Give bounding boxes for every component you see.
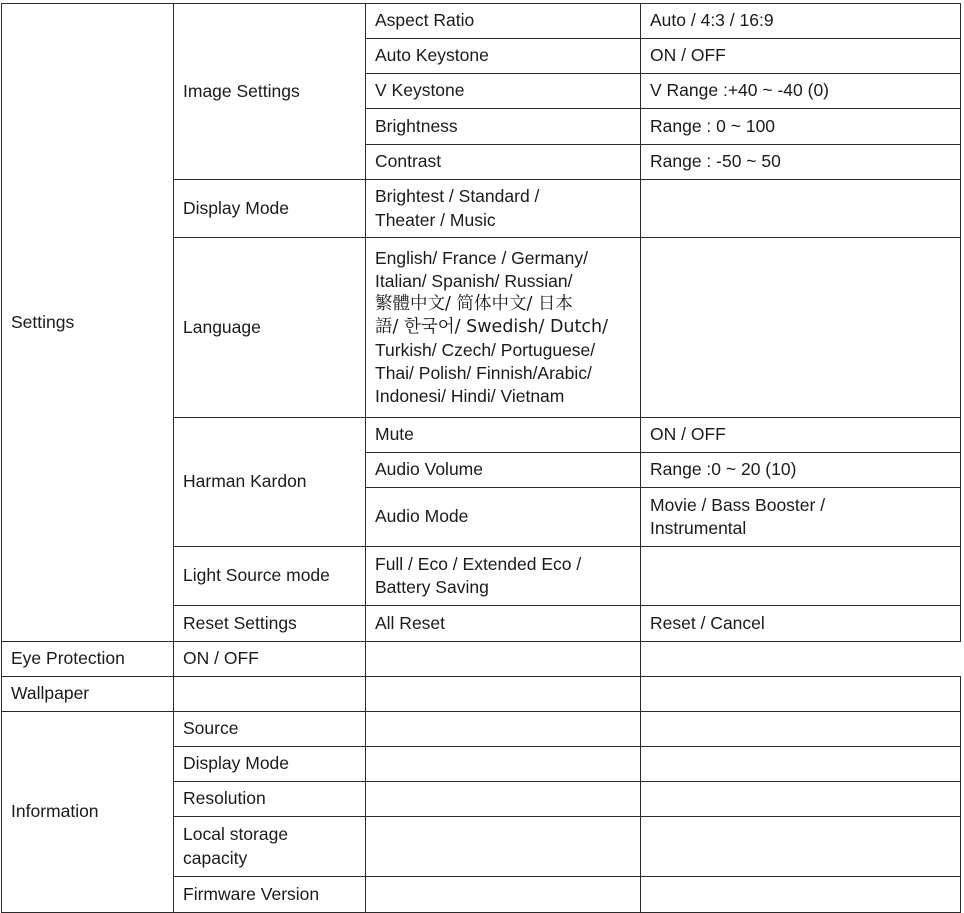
local-storage-line-1: Local storage: [183, 824, 289, 845]
item-all-reset: All Reset: [366, 606, 641, 642]
value-v-keystone: V Range :+40 ~ -40 (0): [641, 74, 961, 109]
item-eye-protection: ON / OFF: [174, 642, 366, 677]
language-line-5: Turkish/ Czech/ Portuguese/: [375, 340, 596, 361]
table-row: [2, 642, 961, 677]
table-row: [2, 677, 961, 712]
submenu-cell-eye-protection: Eye Protection: [2, 642, 174, 677]
item-v-keystone: V Keystone: [366, 74, 641, 109]
item-firmware-version: [366, 877, 641, 913]
submenu-cell-resolution: Resolution: [174, 782, 366, 817]
submenu-cell-info-display-mode: Display Mode: [174, 747, 366, 782]
item-source: [366, 712, 641, 747]
item-wallpaper: [366, 677, 641, 712]
value-audio-volume: Range :0 ~ 20 (10): [641, 453, 961, 488]
item-local-storage-capacity: [366, 817, 641, 877]
table-row: [2, 4, 961, 39]
value-language: [641, 238, 961, 418]
submenu-cell-firmware-version: Firmware Version: [174, 877, 366, 913]
audio-mode-line-1: Movie / Bass Booster /: [650, 494, 826, 515]
value-all-reset: Reset / Cancel: [641, 606, 961, 642]
item-aspect-ratio: Aspect Ratio: [366, 4, 641, 39]
category-cell-wallpaper: Wallpaper: [2, 677, 174, 712]
submenu-cell-reset-settings: Reset Settings: [174, 606, 366, 642]
value-resolution: [641, 782, 961, 817]
value-audio-mode: [641, 488, 961, 547]
language-line-4: 語/ 한국어/ Swedish/ Dutch/: [375, 316, 608, 337]
value-info-display-mode: [641, 747, 961, 782]
value-source: [641, 712, 961, 747]
item-brightness: Brightness: [366, 109, 641, 145]
projector-settings-table: [1, 3, 961, 913]
language-line-7: Indonesi/ Hindi/ Vietnam: [375, 386, 565, 407]
display-mode-line-2: Theater / Music: [375, 209, 496, 230]
item-language-options: [366, 238, 641, 418]
language-line-2: Italian/ Spanish/ Russian/: [375, 270, 573, 291]
submenu-cell-source: Source: [174, 712, 366, 747]
light-source-line-2: Battery Saving: [375, 577, 489, 597]
item-info-display-mode: [366, 747, 641, 782]
item-audio-volume: Audio Volume: [366, 453, 641, 488]
value-firmware-version: [641, 877, 961, 913]
display-mode-line-1: Brightest / Standard /: [375, 186, 540, 207]
value-wallpaper: [641, 677, 961, 712]
language-line-3: 繁體中文/ 简体中文/ 日本: [375, 293, 573, 314]
value-aspect-ratio: Auto / 4:3 / 16:9: [641, 4, 961, 39]
item-mute: Mute: [366, 418, 641, 453]
value-brightness: Range : 0 ~ 100: [641, 109, 961, 145]
item-light-source-options: [366, 547, 641, 606]
value-mute: ON / OFF: [641, 418, 961, 453]
submenu-cell-wallpaper: [174, 677, 366, 712]
value-auto-keystone: ON / OFF: [641, 39, 961, 74]
light-source-line-1: Full / Eco / Extended Eco /: [375, 553, 582, 574]
local-storage-line-2: capacity: [183, 847, 248, 868]
category-cell-information: Information: [2, 712, 174, 913]
submenu-cell-image-settings: Image Settings: [174, 4, 366, 180]
table-row: [2, 712, 961, 747]
item-auto-keystone: Auto Keystone: [366, 39, 641, 74]
submenu-cell-display-mode: Display Mode: [174, 180, 366, 238]
item-display-mode-options: [366, 180, 641, 238]
submenu-cell-language: Language: [174, 238, 366, 418]
value-eye-protection: [366, 642, 641, 677]
submenu-cell-local-storage-capacity: [174, 817, 366, 877]
submenu-cell-harman-kardon: Harman Kardon: [174, 418, 366, 547]
value-light-source-mode: [641, 547, 961, 606]
submenu-cell-light-source-mode: Light Source mode: [174, 547, 366, 606]
language-line-6: Thai/ Polish/ Finnish/Arabic/: [375, 363, 592, 384]
item-resolution: [366, 782, 641, 817]
category-cell-settings: Settings: [2, 4, 174, 642]
value-display-mode: [641, 180, 961, 238]
language-line-1: English/ France / Germany/: [375, 247, 588, 268]
item-contrast: Contrast: [366, 145, 641, 180]
value-contrast: Range : -50 ~ 50: [641, 145, 961, 180]
value-local-storage-capacity: [641, 817, 961, 877]
item-audio-mode: Audio Mode: [366, 488, 641, 547]
audio-mode-line-2: Instrumental: [650, 518, 747, 538]
